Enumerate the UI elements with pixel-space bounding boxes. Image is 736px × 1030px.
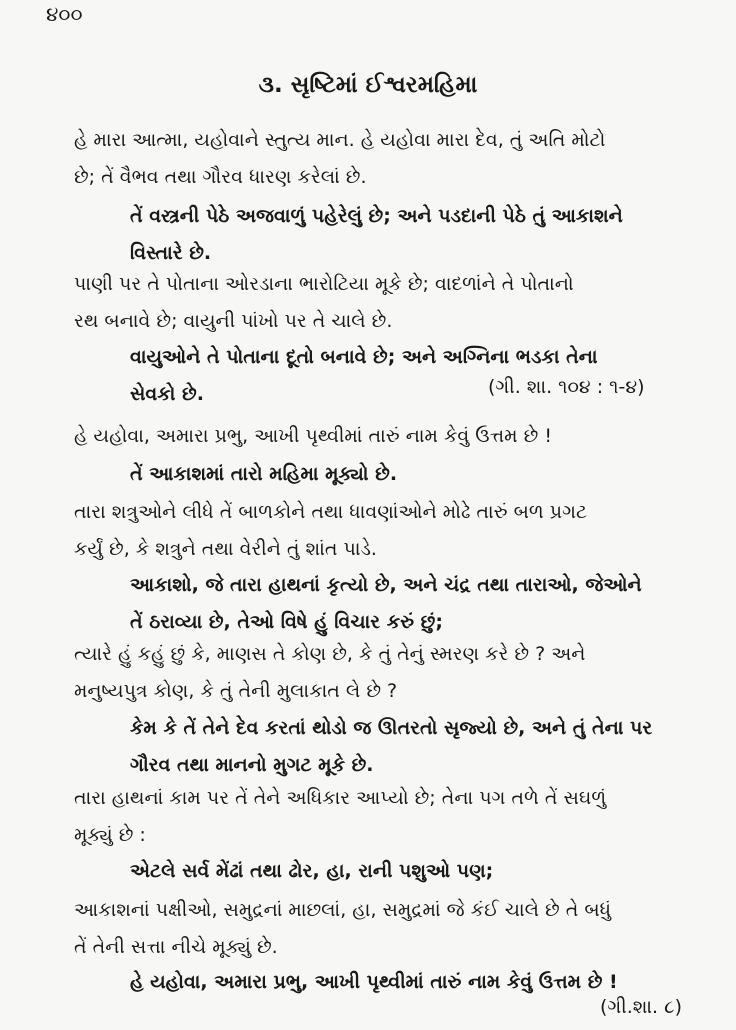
verse-paragraph [74, 494, 714, 568]
verse-paragraph [74, 636, 714, 710]
verse-paragraph [74, 266, 714, 340]
verse-paragraph-bold [130, 567, 715, 641]
verse-line: મનુષ્યપુત્ર કોણ, કે તું તેની મુલાકાત લે છે ? [74, 680, 398, 702]
verse-line: હે મારા આત્મા, યહોવાને સ્તુત્ય માન. હે યહોવા મારા દેવ, તું અતિ મોટો [74, 129, 606, 151]
verse-line: કેમ કે તેં તેને દેવ કરતાં થોડો જ ઊતરતો સૃજ્યો છે, અને તું તેના પર [130, 717, 653, 739]
verse-line: રથ બનાવે છે; વાયુની પાંખો પર તે ચાલે છે. [74, 310, 393, 332]
verse-line: તારા હાથનાં કામ પર તેં તેને અધિકાર આપ્યો છે; તેના પગ તળે તેં સઘળું [74, 787, 607, 809]
chapter-title: ૩. સૃષ્ટિમાં ઈશ્વરમહિમા [258, 72, 478, 98]
verse-line: તેં આકાશમાં તારો મહિમા મૂક્યો છે. [130, 463, 398, 485]
verse-line: હે યહોવા, અમારા પ્રભુ, આખી પૃથ્વીમાં તારું નામ કેવું ઉત્તમ છે ! [74, 425, 552, 447]
verse-paragraph [74, 780, 714, 854]
verse-line: હે યહોવા, અમારા પ્રભુ, આખી પૃથ્વીમાં તારું નામ કેવું ઉત્તમ છે ! [130, 971, 618, 993]
verse-line: આકાશનાં પક્ષીઓ, સમુદ્રનાં માછલાં, હા, સમુદ્રમાં જે કંઈ ચાલે છે તે બધું [74, 899, 612, 921]
verse-line: સેવકો છે. [130, 383, 204, 405]
page-number: ૪૦૦ [46, 2, 83, 26]
verse-line: તેં વસ્ત્રની પેઠે અજવાળું પહેરેલું છે; અને પડદાની પેઠે તું આકાશને [130, 205, 623, 227]
scripture-reference: (ગી. શા. ૧૦૪ : ૧-૪) [488, 376, 645, 398]
verse-paragraph [74, 892, 714, 966]
verse-line: ગૌરવ તથા માનનો મુગટ મૂકે છે. [130, 754, 374, 776]
verse-line: પાણી પર તે પોતાના ઓરડાના ભારોટિયા મૂકે છે; વાદળાંને તે પોતાનો [74, 273, 574, 295]
verse-paragraph-bold [130, 853, 715, 890]
verse-paragraph-bold [130, 198, 715, 272]
verse-paragraph [74, 418, 714, 455]
verse-line: છે; તેં વૈભવ તથા ગૌરવ ધારણ કરેલાં છે. [74, 166, 367, 188]
verse-line: વાયુઓને તે પોતાના દૂતો બનાવે છે; અને અગ્નિના ભડકા તેના [130, 346, 598, 368]
verse-line: મૂક્યું છે : [74, 824, 146, 846]
verse-line: ત્યારે હું કહું છું કે, માણસ તે કોણ છે, કે તું તેનું સ્મરણ કરે છે ? અને [74, 643, 586, 665]
verse-line: તારા શત્રુઓને લીધે તેં બાળકોને તથા ધાવણાંઓને મોઢે તારું બળ પ્રગટ [74, 501, 588, 523]
verse-line: એટલે સર્વ મેંઢાં તથા ઢોર, હા, રાની પશુઓ પણ; [130, 860, 494, 882]
verse-line: વિસ્તારે છે. [130, 242, 212, 264]
verse-line: તેં ઠરાવ્યા છે, તેઓ વિષે હું વિચાર કરું છું; [130, 611, 443, 633]
verse-paragraph [74, 122, 714, 196]
verse-paragraph-bold [130, 710, 715, 784]
verse-line: કર્યું છે, કે શત્રુને તથા વેરીને તું શાંત પાડે. [74, 538, 377, 560]
scripture-reference: (ગી.શા. ૮) [600, 996, 683, 1018]
verse-paragraph-bold [130, 456, 715, 493]
verse-line: તેં તેની સત્તા નીચે મૂક્યું છે. [74, 936, 278, 958]
verse-line: આકાશો, જે તારા હાથનાં કૃત્યો છે, અને ચંદ્ર તથા તારાઓ, જેઓને [130, 574, 642, 596]
